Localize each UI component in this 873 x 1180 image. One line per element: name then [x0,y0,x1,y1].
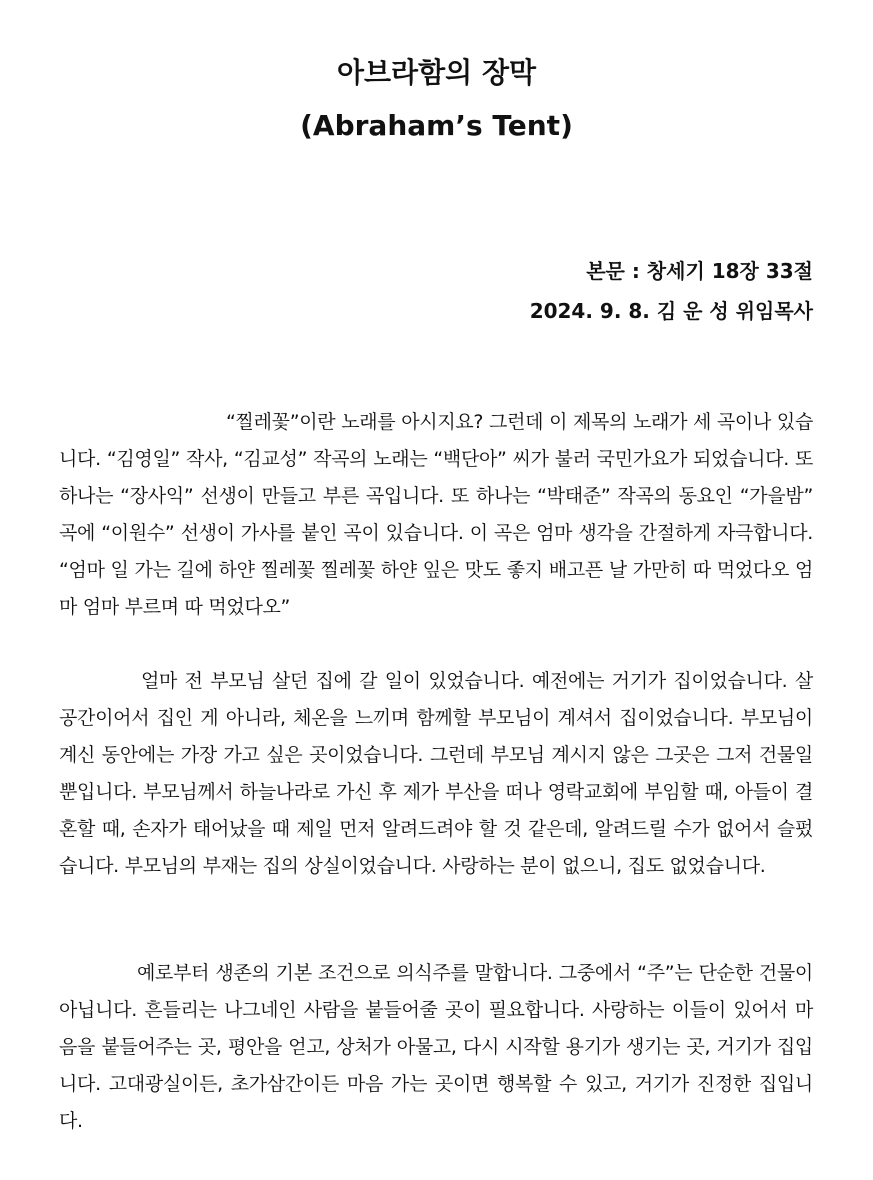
paragraph-3 [59,955,813,1140]
paragraph-1 [59,404,813,626]
scripture-reference: 본문 : 창세기 18장 33절 [586,259,813,283]
paragraph-3-text: 예로부터 생존의 기본 조건으로 의식주를 말합니다. 그중에서 “주”는 단순한 건물이 아닙니다. 흔들리는 나그네인 사람을 붙들어줄 곳이 필요합니다. 사랑하는 이들이 있어서 마음을 붙들어주는 곳, 평안을 얻고, 상처가 아물고, 다시 시작할 용기가 생기는 곳, 거기가 집입니다. 고대광실이든, 초가삼간이든 마음 가는 곳이면 행복할 수 있고, 거기가 진정한 집입니다. [59,962,814,1132]
paragraph-2-text: 얼마 전 부모님 살던 집에 갈 일이 있었습니다. 예전에는 거기가 집이었습니다. 살 공간이어서 집인 게 아니라, 체온을 느끼며 함께할 부모님이 계셔서 집이었습니다. 부모님이 계신 동안에는 가장 가고 싶은 곳이었습니다. 그런데 부모님 계시지 않은 그곳은 그저 건물일 뿐입니다. 부모님께서 하늘나라로 가신 후 제가 부산을 떠나 영락교회에 부임할 때, 아들이 결혼할 때, 손자가 태어났을 때 제일 먼저 알려드려야 할 것 같은데, 알려드릴 수가 없어서 슬펐습니다. 부모님의 부재는 집의 상실이었습니다. 사랑하는 분이 없으니, 집도 없었습니다. [59,670,813,877]
document-subtitle: (Abraham’s Tent) [300,109,573,142]
paragraph-2 [59,663,813,885]
document-title: 아브라함의 장막 [336,56,537,89]
date-preacher-line: 2024. 9. 8. 김 운 성 위임목사 [529,299,813,323]
paragraph-1-text: “찔레꽃”이란 노래를 아시지요? 그런데 이 제목의 노래가 세 곡이나 있습니다. “김영일” 작사, “김교성” 작곡의 노래는 “백단아” 씨가 불러 국민가요가 되었습니다. 또 하나는 “장사익” 선생이 만들고 부른 곡입니다. 또 하나는 “박태준” 작곡의 동요인 “가을밤” 곡에 “이원수” 선생이 가사를 붙인 곡이 있습니다. 이 곡은 엄마 생각을 간절하게 자극합니다. “엄마 일 가는 길에 하얀 찔레꽃 찔레꽃 하얀 잎은 맛도 좋지 배고픈 날 가만히 따 먹었다오 엄마 엄마 부르며 따 먹었다오” [59,411,813,618]
